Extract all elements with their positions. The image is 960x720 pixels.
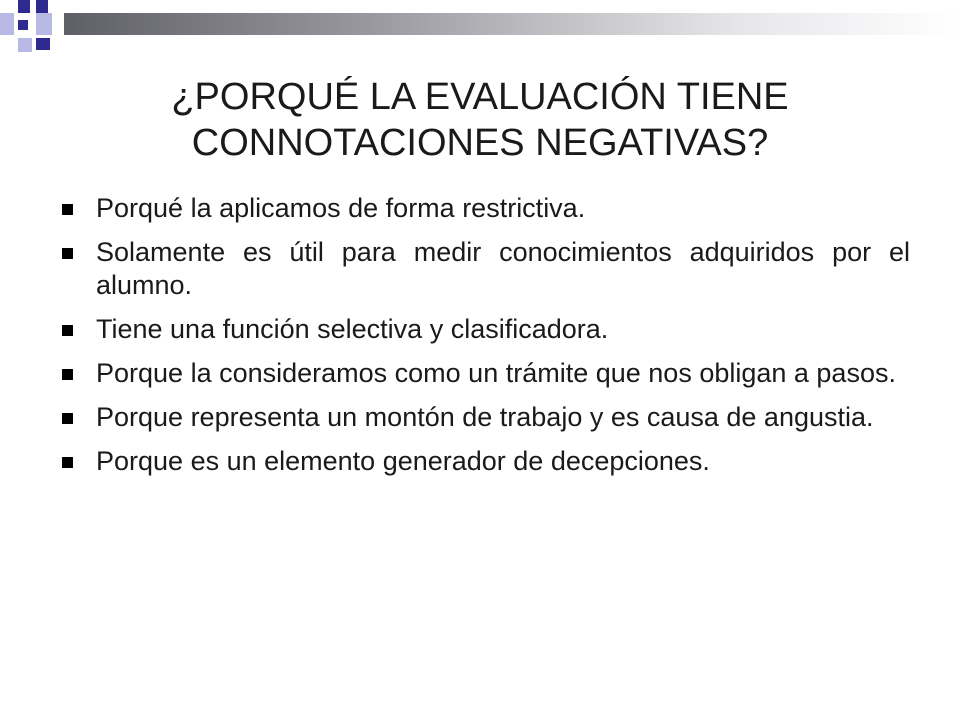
bullet-text: Solamente es útil para medir conocimientos adquiridos por el alumno.: [96, 237, 910, 300]
square-bullet-icon: [62, 413, 73, 424]
decor-square-navy: [18, 0, 30, 13]
decor-square-lavender: [18, 38, 32, 52]
square-bullet-icon: [62, 248, 73, 259]
header-gradient-bar: [64, 13, 960, 35]
slide-title: [40, 74, 920, 166]
list-item: [60, 313, 910, 346]
square-bullet-icon: [62, 457, 73, 468]
list-item: [60, 401, 910, 434]
decor-square-navy: [36, 38, 50, 50]
square-bullet-icon: [62, 369, 73, 380]
list-item: [60, 236, 910, 302]
title-line-1: ¿PORQUÉ LA EVALUACIÓN TIENE: [171, 76, 789, 118]
bullet-list: [60, 192, 910, 489]
bullet-text: Porque la consideramos como un trámite que nos obligan a pasos.: [96, 358, 896, 388]
corner-decoration: [0, 0, 64, 64]
square-bullet-icon: [62, 204, 73, 215]
decor-square-lavender: [36, 13, 52, 35]
decor-square-lavender: [0, 13, 14, 35]
decor-square-navy: [36, 0, 48, 13]
bullet-text: Porque representa un montón de trabajo y es causa de angustia.: [96, 402, 874, 432]
list-item: [60, 445, 910, 478]
square-bullet-icon: [62, 325, 73, 336]
list-item: [60, 357, 910, 390]
bullet-text: Porque es un elemento generador de decepciones.: [96, 446, 710, 476]
title-line-2: CONNOTACIONES NEGATIVAS?: [191, 122, 769, 164]
bullet-text: Porqué la aplicamos de forma restrictiva.: [96, 193, 586, 223]
bullet-text: Tiene una función selectiva y clasificadora.: [96, 314, 609, 344]
decor-square-navy: [18, 20, 28, 30]
list-item: [60, 192, 910, 225]
